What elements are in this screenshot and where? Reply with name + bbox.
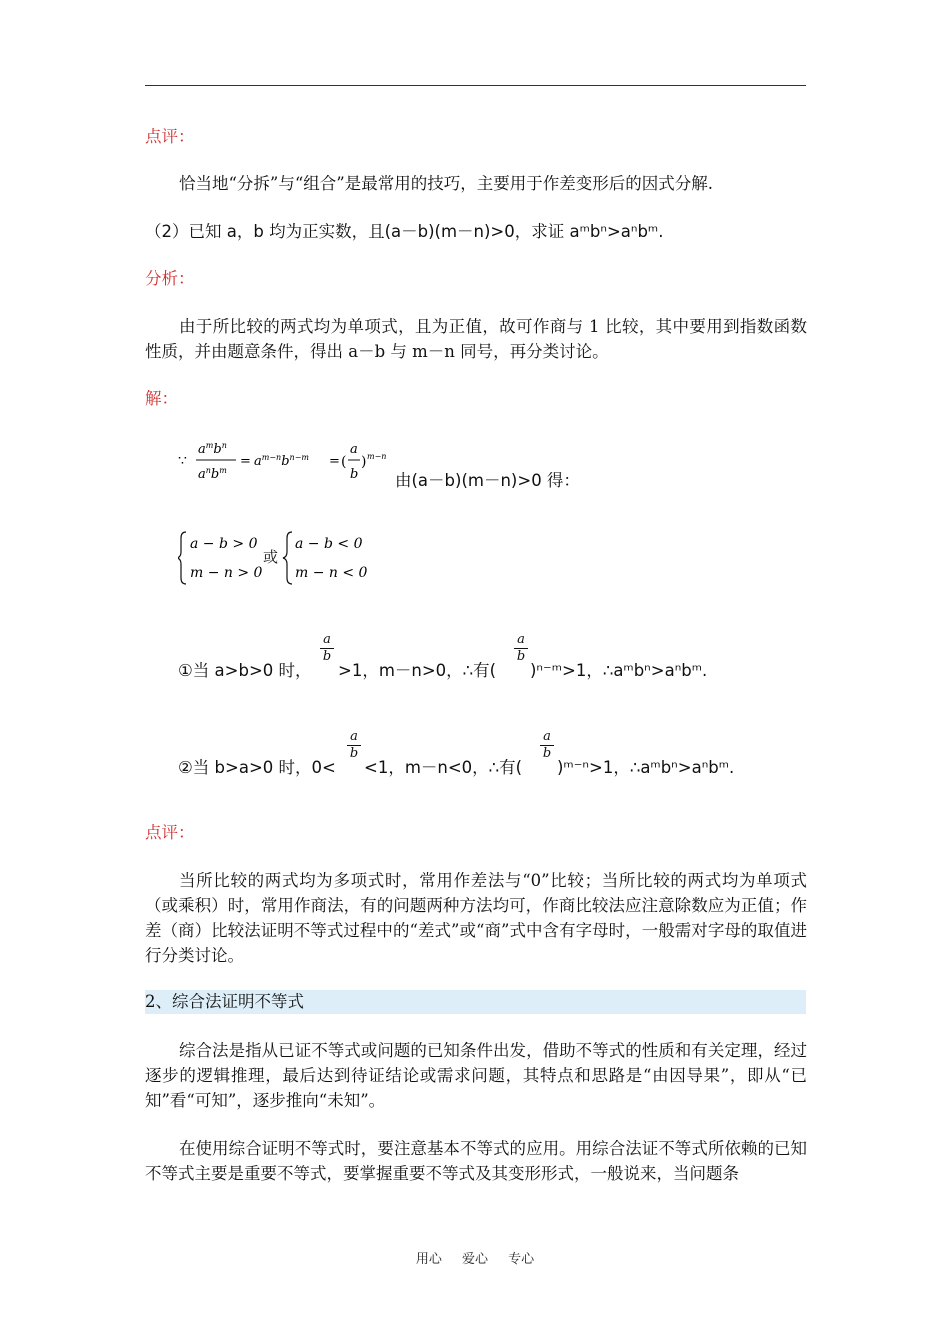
svg-text:b: b xyxy=(350,467,359,482)
svg-text:): ) xyxy=(361,454,367,470)
or-word: 或 xyxy=(263,548,279,566)
header-rule xyxy=(145,85,806,86)
case-1-conclusion: )ⁿ⁻ᵐ>1，∴aᵐbⁿ>aⁿbᵐ. xyxy=(530,661,708,680)
svg-text:anbm: $a^nb^m$ xyxy=(198,466,227,482)
case-2-middle: <1，m－n<0，∴有( xyxy=(364,758,523,777)
problem-statement: （2）已知 a，b 均为正实数，且(a－b)(m－n)>0，求证 aᵐbⁿ>aⁿbᵐ. xyxy=(145,222,664,241)
fraction-a-over-b: a b xyxy=(320,633,334,664)
fraction-a-over-b: a b xyxy=(514,633,528,664)
derivation-text: 由(a－b)(m－n)>0 得： xyxy=(395,471,580,490)
comment-paragraph: 恰当地“分拆”与“组合”是最常用的技巧，主要用于作差变形后的因式分解. xyxy=(179,174,713,193)
comment-label: 点评： xyxy=(145,127,195,146)
analysis-paragraph: 由于所比较的两式均为单项式，且为正值，故可作商与 1 比较，其中要用到指数函数性质，并由题意条件，得出 a－b 与 m－n 同号，再分类讨论。 xyxy=(145,317,807,361)
svg-text:a − b > 0: a − b > 0 xyxy=(190,536,258,552)
footer-word: 用心 xyxy=(415,1252,442,1267)
quotient-formula-graphic xyxy=(178,436,393,486)
synthesis-paragraph-2: 在使用综合证明不等式时，要注意基本不等式的应用。用综合法证不等式所依赖的已知不等式主要是重要不等式，要掌握重要不等式及其变形形式，一般说来，当问题条 xyxy=(145,1139,807,1183)
comment-paragraph: 当所比较的两式均为多项式时，常用作差法与“0”比较；当所比较的两式均为单项式（或乘积）时，常用作商法，有的问题两种方法均可，作商比较法应注意除数应为正值；作差（商）比较法证明不等式过程中的“差式”或“商”式中含有字母时，一般需对字母的取值进行分类讨论。 xyxy=(145,871,807,965)
case-2-conclusion: )ᵐ⁻ⁿ>1，∴aᵐbⁿ>aⁿbᵐ. xyxy=(557,758,735,777)
section-heading xyxy=(145,990,806,1014)
case-2-prefix: ②当 b>a>0 时，0< xyxy=(178,758,336,777)
svg-text:m − n > 0: m − n > 0 xyxy=(190,565,263,581)
case-1-prefix: ①当 a>b>0 时， xyxy=(178,661,312,680)
svg-text:m − n < 0: m − n < 0 xyxy=(295,565,368,581)
solution-label: 解： xyxy=(145,389,178,408)
synthesis-paragraph-1: 综合法是指从已证不等式或问题的已知条件出发，借助不等式的性质和有关定理，经过逐步的逻辑推理，最后达到待证结论或需求问题，其特点和思路是“由因导果”，即从“已知”看“可知”，逐步推向“未知”。 xyxy=(145,1041,807,1110)
fraction-a-over-b: a b xyxy=(347,730,361,761)
footer-word: 专心 xyxy=(508,1252,535,1267)
quotient-formula xyxy=(178,436,393,486)
svg-text:=: = xyxy=(329,454,340,469)
svg-text:=: = xyxy=(240,454,251,469)
footer-word: 爱心 xyxy=(461,1252,488,1267)
svg-text:a − b < 0: a − b < 0 xyxy=(295,536,363,552)
comment-label: 点评： xyxy=(145,823,195,842)
svg-text:a: a xyxy=(350,442,358,457)
fraction-a-over-b: a b xyxy=(540,730,554,761)
svg-text:∵: ∵ xyxy=(178,453,187,469)
page-footer xyxy=(0,1248,950,1267)
svg-text:(: ( xyxy=(341,454,347,470)
analysis-label: 分析： xyxy=(145,269,195,288)
case-1-middle: >1，m－n>0，∴有( xyxy=(338,661,497,680)
svg-text:m−n: m−n xyxy=(367,452,387,461)
section-heading-text: 2、综合法证明不等式 xyxy=(145,992,304,1011)
svg-text:am−nbn−m: $a^{m-n}b^{n-m}$ xyxy=(254,453,309,469)
svg-text:ambn: $a^mb^n$ xyxy=(198,441,227,457)
